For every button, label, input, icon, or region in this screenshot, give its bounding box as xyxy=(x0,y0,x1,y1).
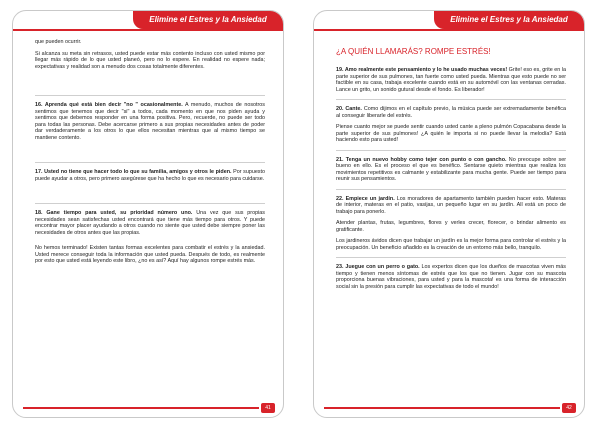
tip-18-title: 18. Gane tiempo para usted, su prioridad número uno. xyxy=(35,210,193,216)
tip-16-title: 16. Aprenda qué está bien decir "no " ocasionalmente. xyxy=(35,102,183,108)
divider xyxy=(35,162,265,163)
tip-19-title: 19. Amo realmente este pensamiento y lo he usado muchas veces! xyxy=(336,67,508,73)
tip-23-text: Los expertos dicen que los dueños de mascotas viven más tiempo y tienen menos síntomas de estrés que los que no tienen. Jugar con su mascota proporciona buenas vibraciones, para usted y para la mascota! es una forma de interacción social sin la presión para cumplir las expectativas de todo el mundo! xyxy=(336,264,566,290)
right-page xyxy=(313,10,585,418)
tip-20 xyxy=(336,106,566,119)
divider xyxy=(336,257,566,258)
right-page-content xyxy=(336,33,566,295)
divider xyxy=(35,203,265,204)
paragraph: No hemos terminado! Existen tantas formas excelentes para combatir el estrés y la ansiedad. Usted merece conseguir toda la información que usted pueda. Después de todo, es realmente por esto que usted está leyendo este libro, ¿no es así? Aquí hay algunos rompe estrés más. xyxy=(35,245,265,264)
divider xyxy=(336,99,566,100)
footer-rule xyxy=(23,407,259,409)
header-title-right: Elimine el Estres y la Ansiedad xyxy=(434,11,584,29)
tip-17-text: Por supuesto puede ayudar a otros, pero primero asegúrese que ha hecho lo que es necesario para cuidarse. xyxy=(35,169,266,182)
tip-18 xyxy=(35,210,265,236)
header-title-left: Elimine el Estres y la Ansiedad xyxy=(133,11,283,29)
footer-rule xyxy=(324,407,560,409)
tip-16-text: A menudo, muchos de nosotros sentimos que tenemos que decir "si" a todos, cada momento en que nos piden ayuda y sentimos que debemos responder en una forma positiva. Pero, recuerde, no puede ser todo para todas las personas. Debe acercarse primero a sus propias necesidades antes de poder dar verdaderamente a los otros lo que ellos necesitan mientras que al mismo tiempo se mantiene contento. xyxy=(35,102,265,141)
tip-17-title: 17. Usted no tiene que hacer todo lo que su familia, amigos y otros le piden. xyxy=(35,169,232,175)
spacer xyxy=(35,146,265,156)
page-number: 41 xyxy=(261,403,275,413)
paragraph: Piense cuanto mejor se puede sentir cuando usted cante a pleno pulmón Copacabana desde la parte superior de sus pulmones! ¿A quién le importa si no puede llevar la melodía? Está haciendo esto para usted! xyxy=(336,124,566,143)
tip-21-text: No preocupe sobre ser bueno en ello. Es el proceso el que es benéfico. Sentarse quieto mientras que realiza los movimientos repetitivos es calmante y estabilizante para mucha gente. Puede ser tiempo para reunir sus pensamientos. xyxy=(336,156,566,182)
left-page-content xyxy=(35,39,265,270)
page-number: 42 xyxy=(562,403,576,413)
tip-17 xyxy=(35,169,265,182)
paragraph: Atender plantas, frutas, legumbres, flores y verles crecer, florecer, o brindar alimento es gratificante. xyxy=(336,220,566,233)
tip-22-title: 22. Empiece un jardín. xyxy=(336,195,395,202)
spacer xyxy=(35,75,265,89)
tip-19 xyxy=(336,67,566,93)
paragraph: Si alcanza su meta sin retrasos, usted puede estar más contento incluso con usted mismo por llegar más rápido de lo que usted planeó, pero no lo espere. En realidad no espere nada; expectativas y realidad son a menudo dos cosas totalmente diferentes. xyxy=(35,50,265,70)
tip-22-text: Los moradores de apartamento también pueden hacer esto. Materas de interior, materas en el patio, vasijas, un pequeño lugar en su jardín. All está un poco de trabajo para ponerlo. xyxy=(336,195,566,215)
tip-21-title: 21. Tenga un nuevo hobby como tejer con punto o con gancho. xyxy=(336,156,507,163)
header-rule-right xyxy=(314,29,584,31)
section-title: ¿A QUIÉN LLAMARÁS? ROMPE ESTRÉS! xyxy=(336,47,491,56)
tip-19-text: Grite! eso es, grite en la parte superior de sus pulmones, tan fuerte como usted pueda. Mientras que esto puede no ser factible en su casa, trabaja excelente cuando está en su automóvil con las ventanas cerradas. Lance un grito, un sonido gutural desde el fondo. Es liberador! xyxy=(336,67,566,93)
paragraph: que pueden ocurrir. xyxy=(35,39,82,45)
tip-23 xyxy=(336,264,566,290)
spacer xyxy=(35,187,265,197)
divider xyxy=(336,189,566,190)
tip-21 xyxy=(336,157,566,183)
tip-20-title: 20. Cante. xyxy=(336,106,362,112)
divider xyxy=(336,150,566,151)
tip-20-text: Como dijimos en el capítulo previo, la música puede ser extremadamente benéfica al conseguir liberarle del estrés. xyxy=(336,106,566,119)
tip-16 xyxy=(35,102,265,141)
header-rule-left xyxy=(13,29,283,31)
footer-left xyxy=(13,403,283,413)
tip-22 xyxy=(336,196,566,216)
footer-right xyxy=(314,403,584,413)
tip-23-title: 23. Juegue con un perro o gato. xyxy=(336,264,420,270)
left-page xyxy=(12,10,284,418)
divider xyxy=(35,95,265,96)
paragraph: Los jardineros ávidos dicen que trabajar un jardín es la mejor forma para controlar el estrés y la preocupación. Un beneficio añadido es la creación de un entorno más bello, tranquilo. xyxy=(336,238,566,251)
tip-18-text: Una vez que sus propias necesidades sean satisfechas usted encontrará que tiene más tiempo para otros. Y puede encontrar mayor placer ayudando a otros cuando no siente que usted debe siempre poner las necesidades de otros antes que las propias. xyxy=(35,210,265,236)
